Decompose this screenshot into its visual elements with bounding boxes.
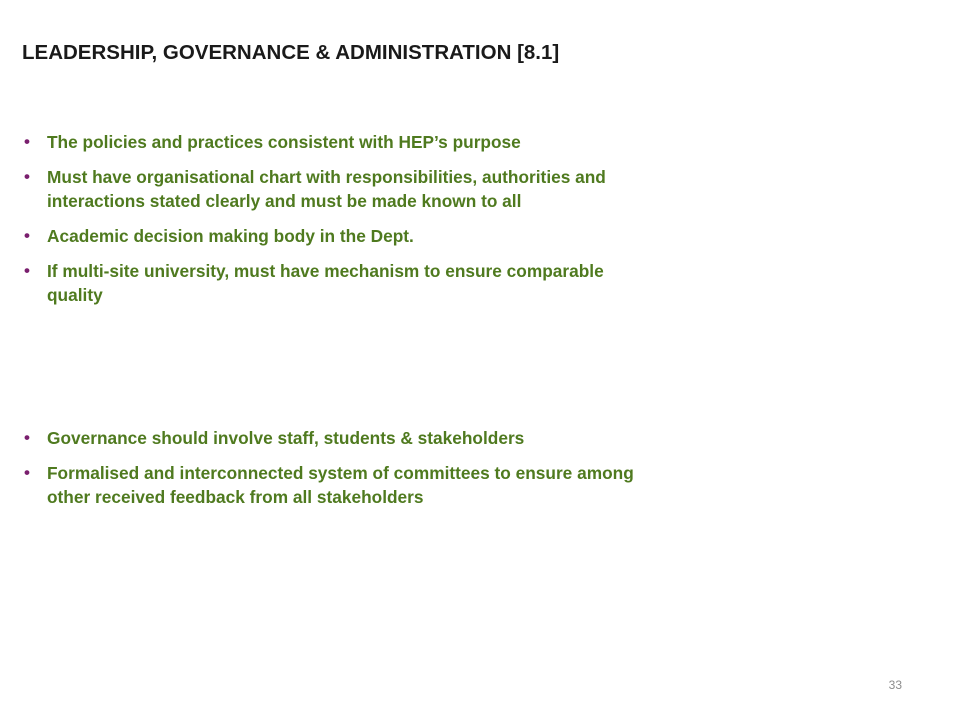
bullet-marker-icon: • [24,428,30,447]
bullet-item [22,165,642,213]
bullet-marker-icon: • [24,167,30,186]
bullet-item [22,426,642,450]
bullet-text: Must have organisational chart with responsibilities, authorities and interactions stated clearly and must be made known to all [47,167,606,211]
page-number: 33 [888,678,902,692]
bullet-item [22,130,642,154]
bullet-marker-icon: • [24,463,30,482]
bullet-item [22,259,642,307]
bullet-list-primary [22,130,642,318]
bullet-list-secondary [22,426,642,520]
bullet-marker-icon: • [24,132,30,151]
bullet-marker-icon: • [24,261,30,280]
bullet-text: Formalised and interconnected system of committees to ensure among other received feedback from all stakeholders [47,463,634,507]
bullet-item [22,224,642,248]
slide-title: LEADERSHIP, GOVERNANCE & ADMINISTRATION [8.1] [22,41,560,64]
bullet-text: If multi-site university, must have mechanism to ensure comparable quality [47,261,604,305]
bullet-text: Academic decision making body in the Dept. [47,226,414,246]
bullet-marker-icon: • [24,226,30,245]
bullet-text: The policies and practices consistent with HEP’s purpose [47,132,521,152]
bullet-text: Governance should involve staff, students & stakeholders [47,428,525,448]
bullet-item [22,461,642,509]
